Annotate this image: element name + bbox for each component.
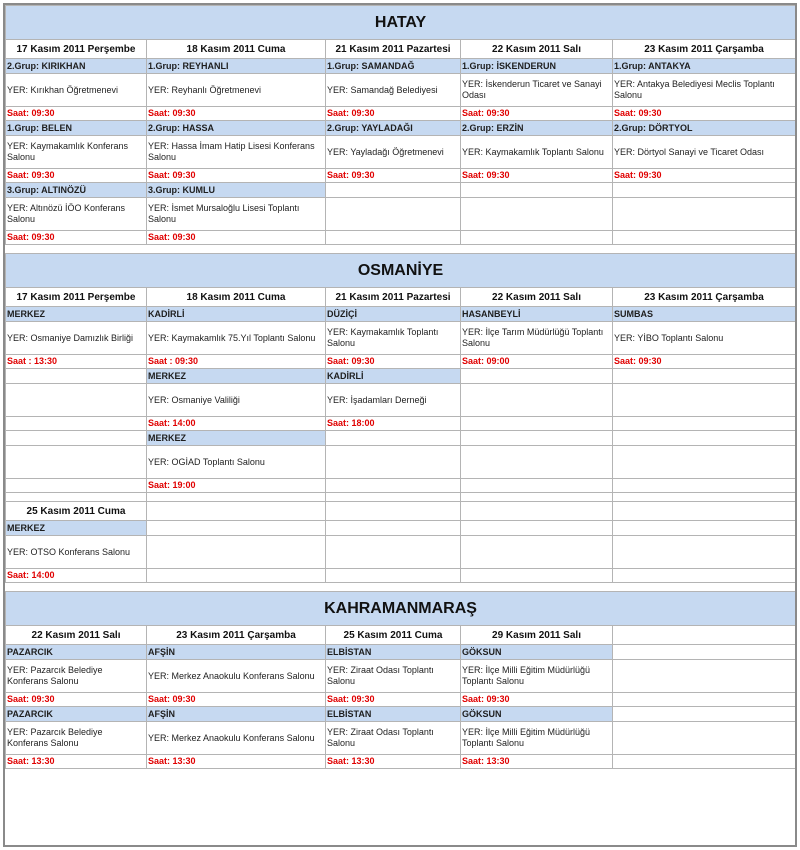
group-label — [613, 707, 796, 722]
kahramanmaras-time-row — [6, 755, 796, 769]
osmaniye-extra-place-row — [6, 536, 796, 569]
group-label: 2.Grup: HASSA — [147, 121, 326, 136]
group-label: AFŞİN — [147, 707, 326, 722]
time-text — [326, 479, 461, 493]
time-text — [461, 231, 613, 245]
time-text — [6, 479, 147, 493]
hatay-date-row — [6, 40, 796, 59]
time-text — [613, 231, 796, 245]
place-text: YER: Osmaniye Valiliği — [147, 384, 326, 417]
group-label — [326, 183, 461, 198]
group-label: MERKEZ — [6, 521, 147, 536]
group-label — [461, 183, 613, 198]
group-label: HASANBEYLİ — [461, 307, 613, 322]
group-label — [461, 369, 613, 384]
time-text: Saat: 09:30 — [6, 169, 147, 183]
date-header: 18 Kasım 2011 Cuma — [147, 288, 326, 307]
time-text: Saat: 09:30 — [613, 169, 796, 183]
empty-cell — [326, 521, 461, 536]
place-text: YER: Yayladağı Öğretmenevi — [326, 136, 461, 169]
group-label — [613, 183, 796, 198]
time-text: Saat: 13:30 — [147, 755, 326, 769]
date-header: 17 Kasım 2011 Perşembe — [6, 40, 147, 59]
schedule-document — [3, 3, 797, 847]
group-label: PAZARCIK — [6, 707, 147, 722]
place-text: YER: Merkez Anaokulu Konferans Salonu — [147, 722, 326, 755]
group-label: 1.Grup: REYHANLI — [147, 59, 326, 74]
osmaniye-extra-time-row — [6, 569, 796, 583]
osmaniye-extra-date-row — [6, 502, 796, 521]
empty-cell — [461, 502, 613, 521]
place-text — [461, 446, 613, 479]
kahramanmaras-title-row — [6, 592, 796, 626]
gap-cell — [6, 583, 796, 592]
place-text: YER: İlçe Tarım Müdürlüğü Toplantı Salonu — [461, 322, 613, 355]
osmaniye-place-row — [6, 384, 796, 417]
osmaniye-time-row — [6, 355, 796, 369]
hatay-time-row — [6, 231, 796, 245]
hatay-title-row — [6, 6, 796, 40]
date-header: 21 Kasım 2011 Pazartesi — [326, 288, 461, 307]
place-text — [613, 198, 796, 231]
time-text: Saat: 09:30 — [613, 355, 796, 369]
group-label — [461, 431, 613, 446]
group-label — [613, 645, 796, 660]
group-label: PAZARCIK — [6, 645, 147, 660]
osmaniye-group-row — [6, 431, 796, 446]
spacer-cell — [613, 493, 796, 502]
spacer-cell — [461, 493, 613, 502]
hatay-place-row — [6, 198, 796, 231]
date-header: 22 Kasım 2011 Salı — [6, 626, 147, 645]
spacer-cell — [326, 493, 461, 502]
place-text: YER: Kaymakamlık 75.Yıl Toplantı Salonu — [147, 322, 326, 355]
region-title: HATAY — [6, 6, 796, 40]
time-text: Saat: 09:30 — [461, 169, 613, 183]
group-label: 1.Grup: ANTAKYA — [613, 59, 796, 74]
time-text: Saat: 14:00 — [6, 569, 147, 583]
date-header: 23 Kasım 2011 Çarşamba — [613, 40, 796, 59]
hatay-place-row — [6, 136, 796, 169]
section-gap — [6, 583, 796, 592]
time-text: Saat: 09:30 — [6, 107, 147, 121]
hatay-place-row — [6, 74, 796, 107]
osmaniye-place-row — [6, 446, 796, 479]
kahramanmaras-group-row — [6, 707, 796, 722]
group-label: 1.Grup: İSKENDERUN — [461, 59, 613, 74]
time-text — [613, 693, 796, 707]
group-label: ELBİSTAN — [326, 707, 461, 722]
time-text: Saat: 09:30 — [326, 107, 461, 121]
place-text: YER: Reyhanlı Öğretmenevi — [147, 74, 326, 107]
time-text: Saat : 13:30 — [6, 355, 147, 369]
time-text — [613, 755, 796, 769]
empty-cell — [613, 536, 796, 569]
time-text: Saat: 09:30 — [6, 231, 147, 245]
time-text: Saat: 14:00 — [147, 417, 326, 431]
empty-cell — [147, 569, 326, 583]
empty-cell — [461, 536, 613, 569]
empty-cell — [326, 502, 461, 521]
time-text: Saat: 18:00 — [326, 417, 461, 431]
date-header — [613, 626, 796, 645]
place-text — [326, 198, 461, 231]
group-label: 2.Grup: KIRIKHAN — [6, 59, 147, 74]
date-header: 22 Kasım 2011 Salı — [461, 288, 613, 307]
osmaniye-date-row — [6, 288, 796, 307]
place-text: YER: OTSO Konferans Salonu — [6, 536, 147, 569]
empty-cell — [147, 521, 326, 536]
group-label — [326, 431, 461, 446]
kahramanmaras-time-row — [6, 693, 796, 707]
empty-cell — [613, 502, 796, 521]
time-text: Saat: 19:00 — [147, 479, 326, 493]
time-text: Saat: 13:30 — [326, 755, 461, 769]
place-text: YER: Ziraat Odası Toplantı Salonu — [326, 722, 461, 755]
spacer-cell — [6, 493, 147, 502]
place-text: YER: Pazarcık Belediye Konferans Salonu — [6, 660, 147, 693]
time-text: Saat: 09:30 — [147, 693, 326, 707]
hatay-group-row — [6, 121, 796, 136]
time-text: Saat: 13:30 — [6, 755, 147, 769]
group-label: KADİRLİ — [147, 307, 326, 322]
place-text: YER: YİBO Toplantı Salonu — [613, 322, 796, 355]
hatay-group-row — [6, 183, 796, 198]
time-text: Saat: 09:00 — [461, 355, 613, 369]
time-text — [613, 417, 796, 431]
group-label: 3.Grup: ALTINÖZÜ — [6, 183, 147, 198]
group-label: SUMBAS — [613, 307, 796, 322]
time-text — [613, 479, 796, 493]
date-header: 23 Kasım 2011 Çarşamba — [147, 626, 326, 645]
place-text — [326, 446, 461, 479]
osmaniye-group-row — [6, 307, 796, 322]
spacer-row — [6, 493, 796, 502]
place-text: YER: Samandağ Belediyesi — [326, 74, 461, 107]
empty-cell — [461, 521, 613, 536]
time-text: Saat : 09:30 — [147, 355, 326, 369]
group-label: 1.Grup: SAMANDAĞ — [326, 59, 461, 74]
place-text: YER: Altınözü İÖO Konferans Salonu — [6, 198, 147, 231]
empty-cell — [613, 569, 796, 583]
hatay-group-row — [6, 59, 796, 74]
date-header: 25 Kasım 2011 Cuma — [6, 502, 147, 521]
place-text: YER: Kırıkhan Öğretmenevi — [6, 74, 147, 107]
empty-cell — [326, 569, 461, 583]
time-text: Saat: 09:30 — [6, 693, 147, 707]
hatay-time-row — [6, 169, 796, 183]
place-text — [613, 446, 796, 479]
group-label: 3.Grup: KUMLU — [147, 183, 326, 198]
time-text: Saat: 09:30 — [461, 107, 613, 121]
group-label — [613, 369, 796, 384]
group-label: MERKEZ — [147, 431, 326, 446]
group-label — [6, 369, 147, 384]
osmaniye-time-row — [6, 479, 796, 493]
place-text: YER: Osmaniye Damızlık Birliği — [6, 322, 147, 355]
place-text: YER: Kaymakamlık Toplantı Salonu — [326, 322, 461, 355]
time-text — [6, 417, 147, 431]
region-title: KAHRAMANMARAŞ — [6, 592, 796, 626]
empty-cell — [147, 502, 326, 521]
empty-cell — [613, 521, 796, 536]
empty-cell — [147, 536, 326, 569]
date-header: 21 Kasım 2011 Pazartesi — [326, 40, 461, 59]
date-header: 23 Kasım 2011 Çarşamba — [613, 288, 796, 307]
date-header: 17 Kasım 2011 Perşembe — [6, 288, 147, 307]
time-text: Saat: 09:30 — [461, 693, 613, 707]
place-text — [613, 384, 796, 417]
group-label: 2.Grup: DÖRTYOL — [613, 121, 796, 136]
group-label: DÜZİÇİ — [326, 307, 461, 322]
place-text: YER: İsmet Mursaloğlu Lisesi Toplantı Salonu — [147, 198, 326, 231]
place-text: YER: Antakya Belediyesi Meclis Toplantı Salonu — [613, 74, 796, 107]
time-text: Saat: 09:30 — [326, 693, 461, 707]
place-text: YER: İlçe Milli Eğitim Müdürlüğü Toplantı Salonu — [461, 722, 613, 755]
osmaniye-title-row — [6, 254, 796, 288]
place-text: YER: Kaymakamlık Konferans Salonu — [6, 136, 147, 169]
date-header: 29 Kasım 2011 Salı — [461, 626, 613, 645]
group-label: 2.Grup: YAYLADAĞI — [326, 121, 461, 136]
place-text — [461, 198, 613, 231]
empty-cell — [461, 569, 613, 583]
osmaniye-group-row — [6, 369, 796, 384]
place-text: YER: Kaymakamlık Toplantı Salonu — [461, 136, 613, 169]
time-text: Saat: 09:30 — [326, 355, 461, 369]
empty-cell — [326, 536, 461, 569]
time-text: Saat: 09:30 — [326, 169, 461, 183]
section-gap — [6, 245, 796, 254]
place-text: YER: İşadamları Derneği — [326, 384, 461, 417]
place-text — [6, 384, 147, 417]
group-label: MERKEZ — [6, 307, 147, 322]
date-header: 22 Kasım 2011 Salı — [461, 40, 613, 59]
place-text — [461, 384, 613, 417]
time-text: Saat: 13:30 — [461, 755, 613, 769]
group-label: MERKEZ — [147, 369, 326, 384]
kahramanmaras-place-row — [6, 722, 796, 755]
time-text — [461, 479, 613, 493]
hatay-time-row — [6, 107, 796, 121]
osmaniye-place-row — [6, 322, 796, 355]
time-text: Saat: 09:30 — [147, 231, 326, 245]
time-text — [461, 417, 613, 431]
group-label: AFŞİN — [147, 645, 326, 660]
date-header: 25 Kasım 2011 Cuma — [326, 626, 461, 645]
place-text — [6, 446, 147, 479]
osmaniye-extra-group-row — [6, 521, 796, 536]
spacer-cell — [147, 493, 326, 502]
place-text: YER: İlçe Milli Eğitim Müdürlüğü Toplantı Salonu — [461, 660, 613, 693]
kahramanmaras-place-row — [6, 660, 796, 693]
schedule-table — [5, 5, 796, 769]
group-label: GÖKSUN — [461, 645, 613, 660]
gap-cell — [6, 245, 796, 254]
time-text: Saat: 09:30 — [147, 169, 326, 183]
time-text — [326, 231, 461, 245]
place-text: YER: Hassa İmam Hatip Lisesi Konferans Salonu — [147, 136, 326, 169]
osmaniye-time-row — [6, 417, 796, 431]
place-text: YER: Merkez Anaokulu Konferans Salonu — [147, 660, 326, 693]
region-title: OSMANİYE — [6, 254, 796, 288]
group-label — [613, 431, 796, 446]
group-label — [6, 431, 147, 446]
group-label: KADİRLİ — [326, 369, 461, 384]
time-text: Saat: 09:30 — [613, 107, 796, 121]
place-text: YER: Dörtyol Sanayi ve Ticaret Odası — [613, 136, 796, 169]
group-label: ELBİSTAN — [326, 645, 461, 660]
time-text: Saat: 09:30 — [147, 107, 326, 121]
group-label: GÖKSUN — [461, 707, 613, 722]
place-text — [613, 722, 796, 755]
place-text: YER: Pazarcık Belediye Konferans Salonu — [6, 722, 147, 755]
kahramanmaras-group-row — [6, 645, 796, 660]
place-text: YER: İskenderun Ticaret ve Sanayi Odası — [461, 74, 613, 107]
group-label: 1.Grup: BELEN — [6, 121, 147, 136]
kahramanmaras-date-row — [6, 626, 796, 645]
group-label: 2.Grup: ERZİN — [461, 121, 613, 136]
date-header: 18 Kasım 2011 Cuma — [147, 40, 326, 59]
place-text: YER: OGİAD Toplantı Salonu — [147, 446, 326, 479]
place-text: YER: Ziraat Odası Toplantı Salonu — [326, 660, 461, 693]
place-text — [613, 660, 796, 693]
